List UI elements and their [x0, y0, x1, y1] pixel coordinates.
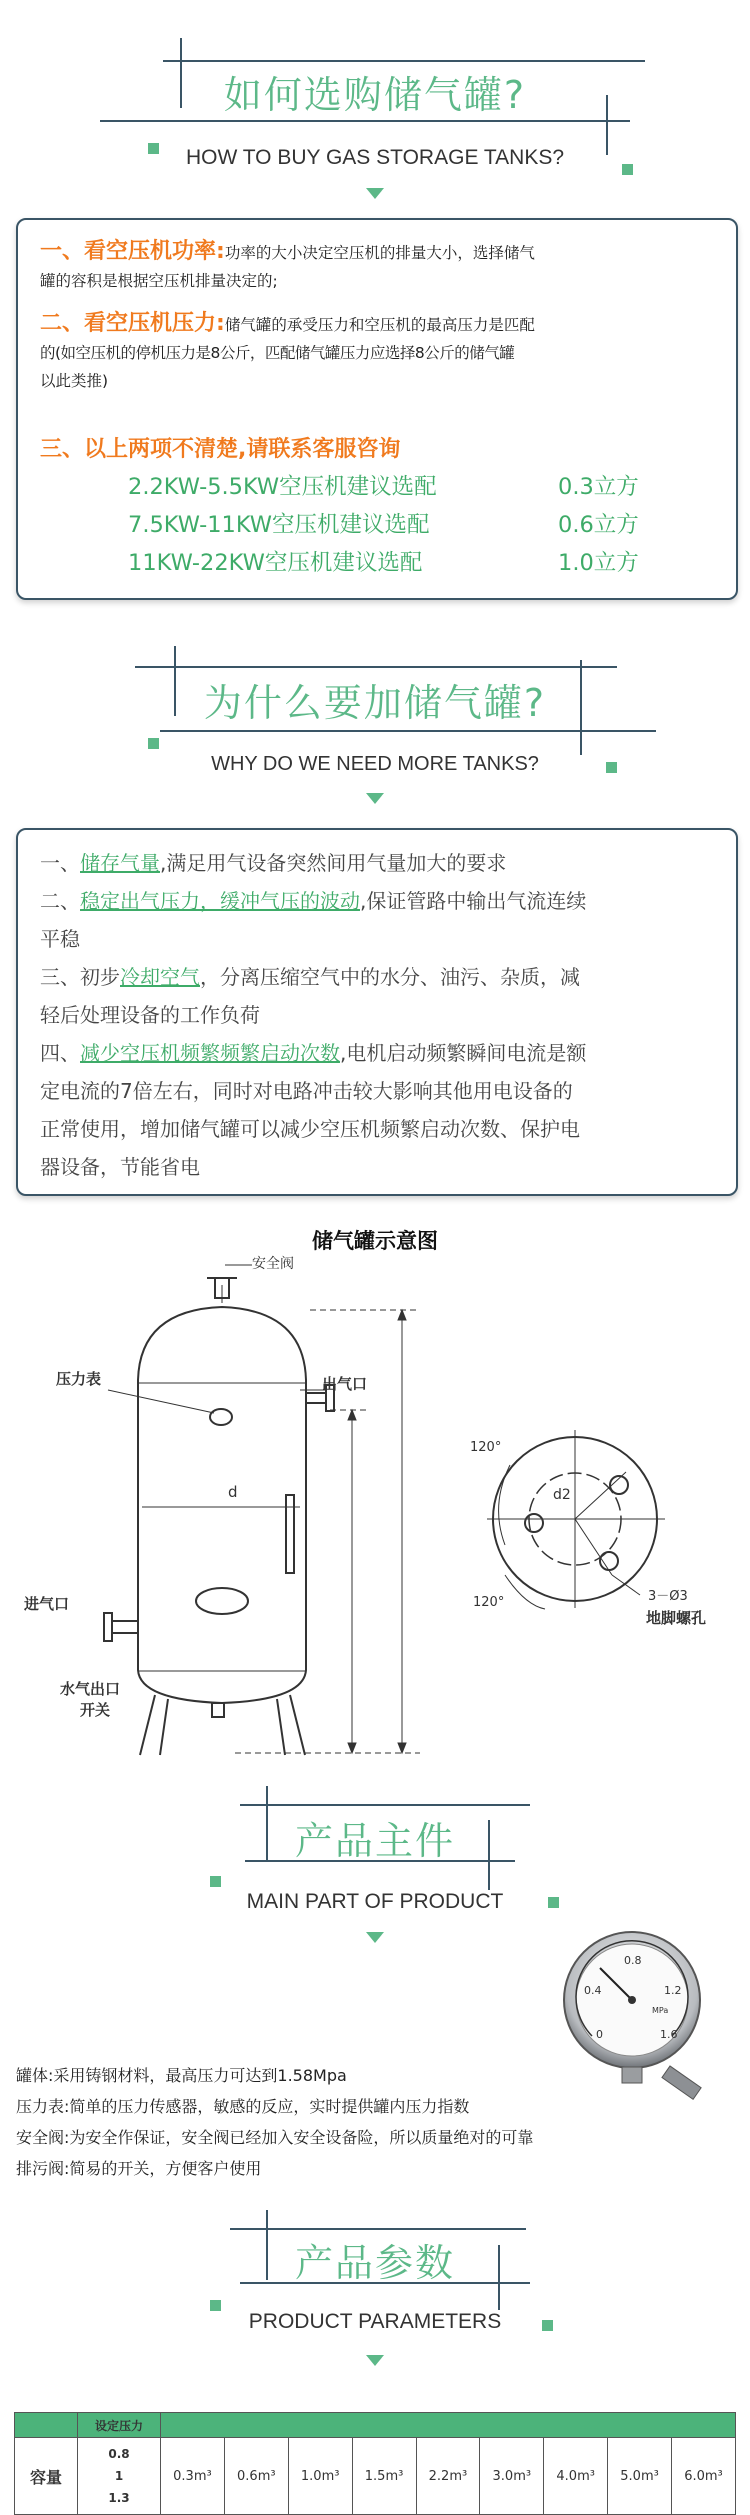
guide-item-1-text-a: 功率的大小决定空压机的排量大小，选择储气 — [224, 244, 535, 262]
title-frame-top-line — [163, 60, 645, 62]
reason-2 — [40, 882, 730, 920]
volume-cell: 0.3m³ — [161, 2438, 225, 2515]
table-header-row — [15, 2413, 736, 2438]
reason-text: ,保证管路中输出气流连续 — [360, 889, 587, 913]
gauge-unit: MPa — [652, 2006, 669, 2015]
guide-item-2 — [40, 310, 730, 395]
section-title-cn: 为什么要加储气罐? — [203, 681, 547, 725]
main-parts-list — [16, 2060, 736, 2184]
reason-text: ,满足用气设备突然间用气量加大的要求 — [160, 851, 507, 875]
label-drain: 水气出口 — [60, 1680, 121, 1698]
section-title-cn: 如何选购储气罐? — [223, 73, 527, 117]
recommendation-row — [128, 544, 639, 582]
bolt-hole — [525, 1514, 543, 1532]
volume-cell: 5.0m³ — [608, 2438, 672, 2515]
reason-prefix: 三、初步 — [40, 965, 120, 989]
recommendation-row — [128, 506, 639, 544]
gauge-tick: 1.6 — [660, 2028, 678, 2041]
reason-keyword: 储存气量 — [80, 851, 160, 875]
deco-square — [548, 1897, 559, 1908]
gauge-tick: 0.4 — [584, 1984, 602, 1997]
title-frame-bottom-line — [100, 120, 630, 122]
pressure-header: 设定压力 — [78, 2413, 161, 2438]
pressure-values — [78, 2438, 161, 2515]
recommendation-volume: 0.6立方 — [558, 512, 639, 538]
down-arrow-icon — [366, 793, 384, 804]
parameters-table — [14, 2412, 736, 2515]
volume-cell: 6.0m³ — [672, 2438, 736, 2515]
volume-cell: 0.6m³ — [224, 2438, 288, 2515]
reason-2-cont: 平稳 — [40, 927, 80, 951]
label-holes: 3－Ø3 — [648, 1589, 688, 1604]
down-arrow-icon — [366, 2355, 384, 2366]
main-part-item: 罐体:采用铸钢材料，最高压力可达到1.58Mpa — [16, 2066, 347, 2085]
recommendation-power: 2.2KW-5.5KW空压机建议选配 — [128, 474, 437, 500]
reason-prefix: 四、 — [40, 1041, 80, 1065]
reason-4 — [40, 1034, 730, 1072]
recommendation-power: 11KW-22KW空压机建议选配 — [128, 550, 423, 576]
reason-keyword: 冷却空气 — [120, 965, 200, 989]
label-anchor-holes: 地脚螺孔 — [646, 1609, 707, 1627]
deco-square — [148, 738, 159, 749]
deco-square — [606, 762, 617, 773]
guide-item-1-text-b: 罐的容积是根据空压机排量决定的; — [40, 272, 278, 290]
label-d2: d2 — [553, 1487, 571, 1503]
gauge-tick: 1.2 — [664, 1984, 682, 1997]
reason-prefix: 一、 — [40, 851, 80, 875]
label-inlet: 进气口 — [24, 1595, 70, 1613]
section-title-cn: 产品参数 — [294, 2241, 455, 2285]
diagram-title: 储气罐示意图 — [312, 1229, 438, 1253]
tank-diagram — [0, 1225, 750, 1770]
pressure-value: 1 — [114, 2469, 124, 2483]
reason-prefix: 二、 — [40, 889, 80, 913]
table-row — [15, 2438, 736, 2515]
reason-text: ，分离压缩空气中的水分、油污、杂质，减 — [200, 965, 580, 989]
deco-square — [622, 164, 633, 175]
reason-3 — [40, 958, 730, 996]
title-frame-top-line — [230, 2228, 526, 2230]
volume-cell: 4.0m³ — [544, 2438, 608, 2515]
reason-3-cont: 轻后处理设备的工作负荷 — [40, 1003, 260, 1027]
recommendation-list — [128, 468, 639, 582]
gauge-tick: 0 — [596, 2028, 603, 2041]
title-frame-top-line — [135, 666, 617, 668]
deco-square — [542, 2320, 553, 2331]
recommendation-row — [128, 468, 639, 506]
volume-cell: 1.0m³ — [288, 2438, 352, 2515]
main-part-item: 安全阀:为安全作保证，安全阀已经加入安全设备险，所以质量绝对的可靠 — [16, 2128, 534, 2147]
section-title-cn: 产品主件 — [294, 1819, 455, 1863]
label-outlet: 出气口 — [322, 1375, 368, 1393]
reasons-list — [40, 844, 730, 1186]
down-arrow-icon — [366, 1932, 384, 1943]
guide-item-1-heading: 一、看空压机功率: — [40, 239, 225, 264]
label-drain-switch: 开关 — [80, 1701, 111, 1719]
reason-1 — [40, 844, 730, 882]
volume-cell: 1.5m³ — [352, 2438, 416, 2515]
recommendation-volume: 0.3立方 — [558, 474, 639, 500]
volume-cell: 2.2m³ — [416, 2438, 480, 2515]
section-title-en: HOW TO BUY GAS STORAGE TANKS? — [185, 146, 565, 169]
reasons-box — [16, 828, 738, 1196]
section-title-en: MAIN PART OF PRODUCT — [246, 1890, 504, 1913]
gauge-tick: 0.8 — [624, 1954, 642, 1967]
deco-square — [210, 1876, 221, 1887]
reason-4-cont-c: 器设备，节能省电 — [40, 1155, 200, 1179]
guide-item-3-heading: 三、以上两项不清楚,请联系客服咨询 — [40, 437, 401, 462]
main-part-item: 排污阀:简易的开关，方便客户使用 — [16, 2159, 262, 2178]
pressure-value: 1.3 — [108, 2491, 130, 2505]
recommendation-volume: 1.0立方 — [558, 550, 639, 576]
label-angle-bottom: 120° — [473, 1595, 505, 1610]
guide-item-2-text-c: 以此类推) — [40, 372, 109, 390]
label-angle-top: 120° — [470, 1440, 502, 1455]
reason-4-cont-a: 定电流的7倍左右，同时对电路冲击较大影响其他用电设备的 — [40, 1079, 573, 1103]
volume-cell: 3.0m³ — [480, 2438, 544, 2515]
label-diameter: d — [228, 1483, 238, 1501]
label-safety-valve: 安全阀 — [252, 1256, 294, 1272]
label-pressure-gauge: 压力表 — [56, 1370, 102, 1388]
tank-body-shape — [138, 1307, 306, 1703]
buying-guide-box — [16, 218, 738, 600]
down-arrow-icon — [366, 188, 384, 199]
guide-item-2-heading: 二、看空压机压力: — [40, 311, 225, 336]
section-title-en: PRODUCT PARAMETERS — [248, 2310, 502, 2333]
capacity-label: 容量 — [15, 2438, 78, 2515]
reason-4-cont-b: 正常使用，增加储气罐可以减少空压机频繁启动次数、保护电 — [40, 1117, 580, 1141]
reason-keyword: 稳定出气压力，缓冲气压的波动 — [80, 889, 360, 913]
main-part-item: 压力表:简单的压力传感器，敏感的反应，实时提供罐内压力指数 — [16, 2097, 470, 2116]
recommendation-power: 7.5KW-11KW空压机建议选配 — [128, 512, 430, 538]
reason-keyword: 减少空压机频繁频繁启动次数 — [80, 1041, 340, 1065]
guide-item-2-text-b: 的(如空压机的停机压力是8公斤，匹配储气罐压力应选择8公斤的储气罐 — [40, 344, 515, 362]
section-title-en: WHY DO WE NEED MORE TANKS? — [211, 753, 539, 775]
guide-item-1 — [40, 238, 720, 295]
reason-text: ,电机启动频繁瞬间电流是额 — [340, 1041, 587, 1065]
pressure-value: 0.8 — [108, 2447, 130, 2461]
title-frame-top-line — [240, 1804, 530, 1806]
guide-item-2-text-a: 储气罐的承受压力和空压机的最高压力是匹配 — [224, 316, 535, 334]
